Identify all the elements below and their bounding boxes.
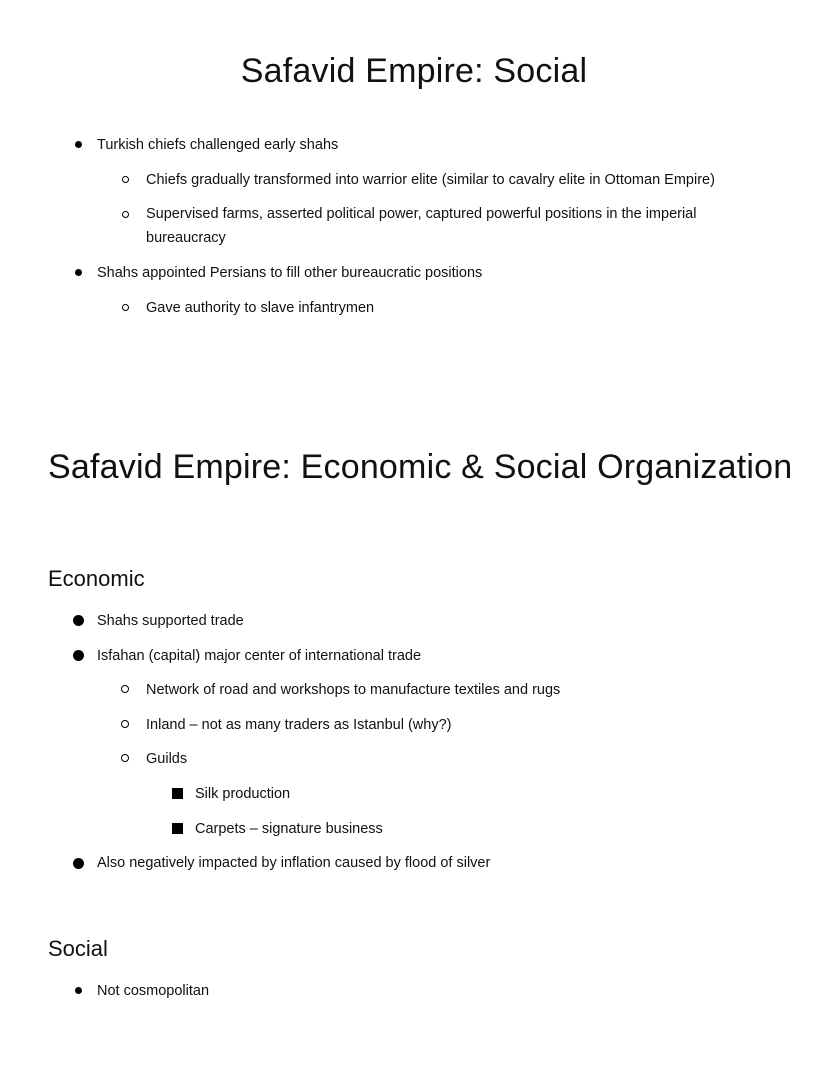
bullet-circle xyxy=(121,685,129,693)
bullet-disc xyxy=(75,987,82,994)
bullet-square xyxy=(172,788,183,799)
list-item: Turkish chiefs challenged early shahs xyxy=(97,137,339,153)
list-item: Isfahan (capital) major center of international trade xyxy=(97,648,422,664)
list-item: Chiefs gradually transformed into warrior elite (similar to cavalry elite in Ottoman Empire) xyxy=(146,172,715,188)
list-item: Guilds xyxy=(146,751,188,767)
bullet-square xyxy=(172,823,183,834)
bullet-circle xyxy=(122,304,129,311)
list-item: Shahs appointed Persians to fill other bureaucratic positions xyxy=(97,265,483,281)
bullet-disc xyxy=(75,141,82,148)
list-item: Not cosmopolitan xyxy=(97,983,210,999)
page-title-social: Safavid Empire: Social xyxy=(240,52,588,90)
list-item: Network of road and workshops to manufacture textiles and rugs xyxy=(146,682,561,698)
bullet-disc xyxy=(75,269,82,276)
list-item: Silk production xyxy=(195,786,291,802)
section-heading-economic: Economic xyxy=(48,566,145,591)
bullet-disc xyxy=(73,858,84,869)
list-item: Gave authority to slave infantrymen xyxy=(146,300,375,316)
list-item: Carpets – signature business xyxy=(195,821,383,837)
bullet-disc xyxy=(73,615,84,626)
page-title-economic-social: Safavid Empire: Economic & Social Organization xyxy=(48,448,793,486)
list-item: Supervised farms, asserted political power, captured powerful positions in the imperial bureaucracy xyxy=(146,206,697,246)
list-item: Inland – not as many traders as Istanbul (why?) xyxy=(146,717,452,733)
bullet-circle xyxy=(121,754,129,762)
bullet-circle xyxy=(121,720,129,728)
list-item: Also negatively impacted by inflation caused by flood of silver xyxy=(97,855,491,871)
list-item: Shahs supported trade xyxy=(97,613,244,629)
section-heading-social: Social xyxy=(48,936,108,961)
bullet-circle xyxy=(122,211,129,218)
bullet-disc xyxy=(73,650,84,661)
bullet-circle xyxy=(122,176,129,183)
